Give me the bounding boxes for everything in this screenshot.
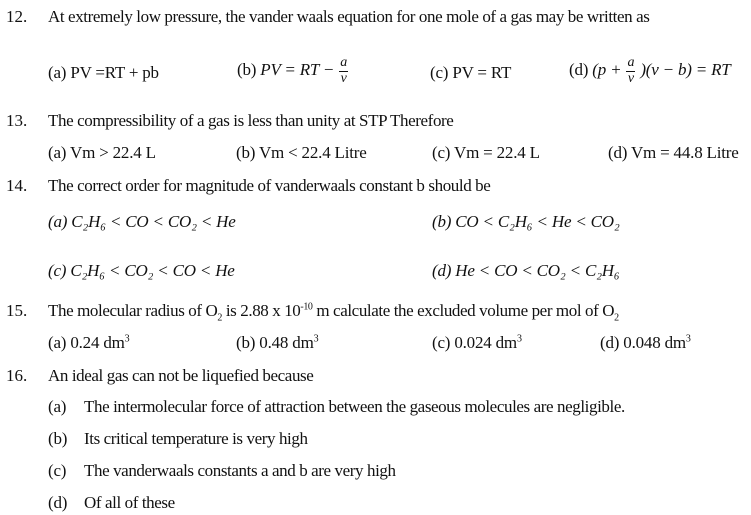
option-a: (a) C₂H₆ < CO < CO₂ < He [48,212,236,231]
option-text: (c) 0.024 dm [432,333,517,352]
option-a-label: (a) [48,397,67,416]
option-b-text: Its critical temperature is very high [84,429,308,448]
option-d [569,56,731,86]
superscript: 3 [516,333,522,345]
option-c-text: The vanderwaals constants a and b are very high [84,461,396,480]
option-d: (d) He < CO < CO₂ < C₂H₆ [432,261,620,280]
question-text: The compressibility of a gas is less than unity at STP Therefore [48,111,454,130]
fraction-denominator: v [627,70,634,86]
option-c: (c) PV = RT [430,63,512,82]
question-number: 12. [6,7,28,26]
fraction [626,56,635,86]
option-c: (c) Vm = 22.4 L [432,143,540,162]
option-d-label: (d) [48,493,68,512]
option-text: (a) 0.24 dm [48,333,125,352]
option-label: (d) [569,60,589,80]
option-b [236,334,318,351]
fraction [339,56,348,86]
option-a [48,334,129,351]
superscript: 3 [313,333,319,345]
option-b-label: (b) [48,429,68,448]
option-a: (a) PV =RT + pb [48,63,159,82]
option-text: (b) 0.48 dm [236,333,314,352]
equation: PV = RT − [260,60,335,80]
question-text: At extremely low pressure, the vander waals equation for one mole of a gas may be written as [48,7,650,26]
question-text-part: The molecular radius of O [48,301,218,320]
question-number: 16. [6,366,28,385]
question-number: 15. [6,301,28,320]
option-a-text: The intermolecular force of attraction between the gaseous molecules are negligible. [84,397,625,416]
fraction-numerator: a [340,55,348,70]
option-label: (b) [237,60,257,80]
superscript: 3 [685,333,691,345]
equation-right: )(v − b) = RT [640,60,731,80]
superscript: -10 [300,301,313,313]
option-text: (d) 0.048 dm [600,333,686,352]
subscript: 2 [614,312,619,324]
option-c-label: (c) [48,461,67,480]
fraction-denominator: v [340,70,347,86]
subscript: 2 [217,312,222,324]
option-d: (d) Vm = 44.8 Litre [608,143,739,162]
option-a: (a) Vm > 22.4 L [48,143,156,162]
question-text [48,301,619,324]
question-number: 14. [6,176,28,195]
question-text: An ideal gas can not be liquefied because [48,366,314,385]
question-text-part: is 2.88 x 10 [222,301,301,320]
option-b [237,56,349,86]
superscript: 3 [124,333,130,345]
option-b: (b) CO < C₂H₆ < He < CO₂ [432,212,620,231]
question-number: 13. [6,111,28,130]
option-c [432,334,522,351]
equation-left: (p + [592,60,622,80]
option-b: (b) Vm < 22.4 Litre [236,143,367,162]
fraction-numerator: a [627,55,635,70]
option-c: (c) C₂H₆ < CO₂ < CO < He [48,261,235,280]
question-text-part: m calculate the excluded volume per mol of O [312,301,615,320]
option-d-text: Of all of these [84,493,175,512]
option-d [600,334,691,351]
question-text: The correct order for magnitude of vanderwaals constant b should be [48,176,491,195]
